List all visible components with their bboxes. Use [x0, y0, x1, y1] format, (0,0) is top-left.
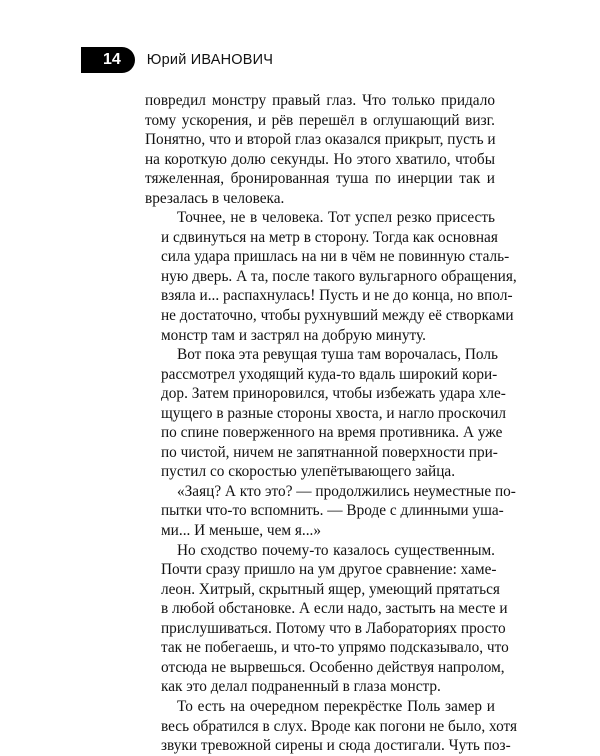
text-line: пытки что-то вспомнить. — Вроде с длинными уша-: [161, 502, 504, 520]
text-line: Точнее, не в человека. Тот успел резко присесть: [177, 209, 495, 227]
text-line: тому ускорения, и рёв перешёл в оглушающий визг.: [145, 111, 495, 129]
text-line: тяжеленная, бронированная туша по инерции так и: [145, 170, 495, 188]
text-line: и сдвинуться на метр в сторону. Тогда как основная: [161, 228, 498, 246]
text-line: по спине поверженного на время противника. А уже: [161, 424, 503, 442]
paragraph: [145, 541, 509, 697]
text-line: звуки тревожной сирены и сюда достигали. Чуть поз-: [161, 737, 511, 755]
text-line: так не побегаешь, и что-то упрямо подсказывало, что: [161, 639, 509, 657]
text-line: сила удара пришлась на ни в чём не повинную сталь-: [161, 248, 510, 266]
page-number-badge: [81, 47, 135, 73]
paragraph: [145, 697, 518, 756]
text-line: монстр там и застрял на добрую минуту.: [161, 326, 426, 344]
text-line: щущего в разные стороны хвоста, и нагло проскочил: [161, 404, 507, 422]
text-line: ми... И меньше, чем я...»: [161, 522, 322, 540]
text-line: «Заяц? А кто это? — продолжились неуместные по-: [177, 482, 516, 500]
text-line: врезалась в человека.: [145, 189, 285, 207]
paragraph: [145, 482, 516, 541]
text-line: Но сходство почему-то казалось существенным.: [177, 541, 495, 559]
text-line: ную дверь. А та, после такого вульгарного обращения,: [161, 267, 517, 285]
paragraph: [145, 91, 495, 208]
text-line: Почти сразу пришло на ум другое сравнение: хаме-: [161, 561, 497, 579]
page-number: 14: [103, 51, 121, 68]
text-line: прислушиваться. Потому что в Лабораториях просто: [161, 619, 506, 637]
text-line: пустил со скоростью улепётывающего зайца.: [161, 463, 456, 481]
text-line: дор. Затем приноровился, чтобы избежать удара хле-: [161, 385, 506, 403]
author-last-name: ИВАНОВИЧ: [190, 52, 274, 68]
running-head-title: [147, 52, 273, 68]
text-line: рассмотрел уходящий куда-то вдаль широкий кори-: [161, 365, 498, 383]
text-line: как это делал подраненный в глаза монстр.: [161, 678, 441, 696]
text-line: повредил монстру правый глаз. Что только придало: [145, 92, 495, 109]
text-line: леон. Хитрый, скрытный ящер, умеющий прятаться: [161, 580, 500, 598]
text-line: Понятно, что и второй глаз оказался прикрыт, пусть и: [145, 131, 496, 149]
running-head: [101, 47, 273, 73]
body-text: [145, 91, 518, 756]
text-line: в любой обстановке. А если надо, застыть на месте и: [161, 600, 508, 618]
text-line: не достаточно, чтобы рухнувший между её створками: [161, 307, 514, 325]
paragraph: [145, 345, 507, 482]
paragraph: [145, 208, 517, 345]
author-first-name: Юрий: [146, 52, 187, 68]
text-line: отсюда не вырвешься. Особенно действуя напролом,: [161, 658, 505, 676]
text-line: То есть на очередном перекрёстке Поль замер и: [177, 697, 495, 715]
text-line: весь обратился в слух. Вроде как погони не было, хотя: [161, 717, 518, 735]
text-line: по чистой, ничем не запятнанной поверхности при-: [161, 443, 498, 461]
text-line: на короткую долю секунды. Но этого хватило, чтобы: [145, 150, 495, 168]
text-line: взяла и... распахнулась! Пусть и не до конца, но впол-: [161, 287, 513, 305]
text-line: Вот пока эта ревущая туша там ворочалась, Поль: [177, 346, 498, 364]
